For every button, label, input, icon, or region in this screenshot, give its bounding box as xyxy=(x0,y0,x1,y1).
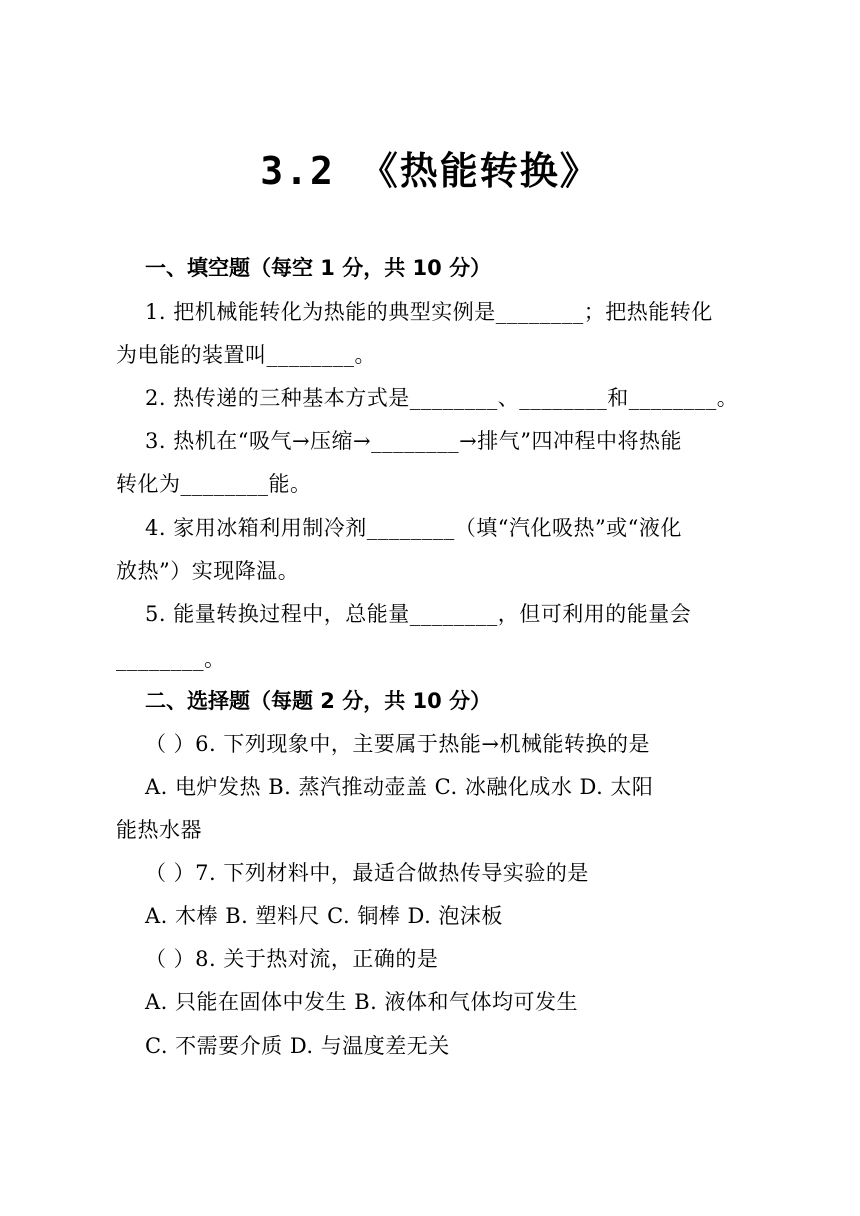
question-7-options: A. 木棒 B. 塑料尺 C. 铜棒 D. 泡沫板 xyxy=(145,904,503,928)
question-3-line-2: 转化为________能。 xyxy=(116,472,312,496)
question-4-line-2: 放热”）实现降温。 xyxy=(116,559,300,583)
question-5-line-2: ________。 xyxy=(116,647,226,671)
question-4-line-1: 4. 家用冰箱利用制冷剂________（填“汽化吸热”或“液化 xyxy=(145,516,682,540)
section-heading-fill-in: 一、填空题（每空 1 分，共 10 分） xyxy=(145,256,492,280)
question-8-options-1: A. 只能在固体中发生 B. 液体和气体均可发生 xyxy=(145,990,578,1014)
question-8-stem: （ ）8. 关于热对流，正确的是 xyxy=(145,947,439,971)
question-6-options-cont: 能热水器 xyxy=(116,818,202,842)
question-3-line-1: 3. 热机在“吸气→压缩→________→排气”四冲程中将热能 xyxy=(145,429,682,453)
section-heading-multiple-choice: 二、选择题（每题 2 分，共 10 分） xyxy=(145,689,492,713)
page-title: 3.2 《热能转换》 xyxy=(260,149,600,193)
question-7-stem: （ ）7. 下列材料中，最适合做热传导实验的是 xyxy=(145,861,589,885)
question-2: 2. 热传递的三种基本方式是________、________和________。 xyxy=(145,386,739,410)
question-5-line-1: 5. 能量转换过程中，总能量________，但可利用的能量会 xyxy=(145,602,692,626)
question-8-options-2: C. 不需要介质 D. 与温度差无关 xyxy=(145,1034,450,1058)
question-1-line-1: 1. 把机械能转化为热能的典型实例是________；把热能转化 xyxy=(145,300,713,324)
question-6-options: A. 电炉发热 B. 蒸汽推动壶盖 C. 冰融化成水 D. 太阳 xyxy=(145,775,654,799)
question-1-line-2: 为电能的装置叫________。 xyxy=(116,343,376,367)
question-6-stem: （ ）6. 下列现象中，主要属于热能→机械能转换的是 xyxy=(145,732,650,756)
